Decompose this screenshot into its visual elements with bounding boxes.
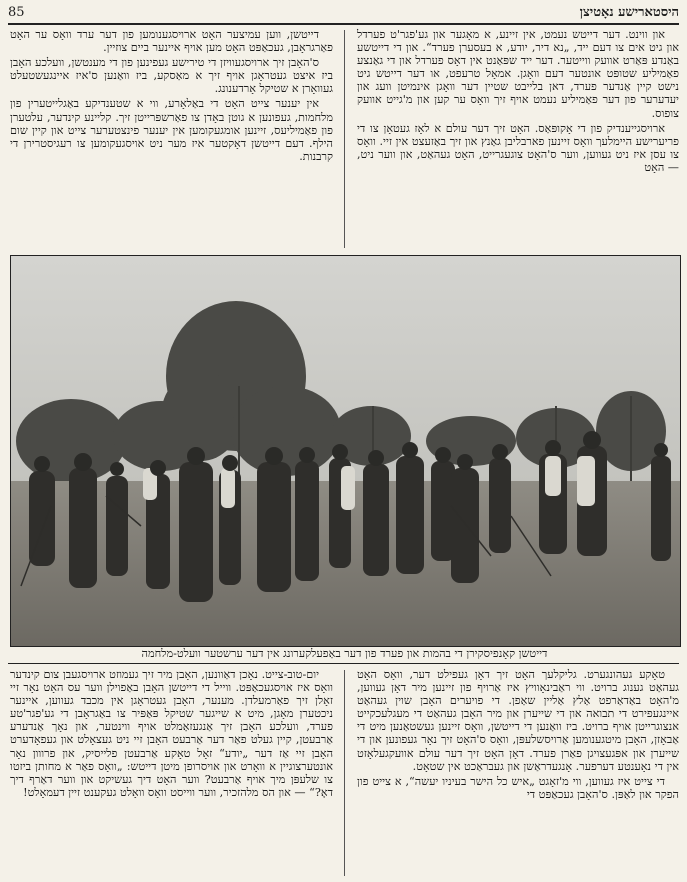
photo-caption: דייטשן קאָנפיסקירן די בהמות און פערד פון דער באַפעלקערונג אין דער ערשטער וועלט-מלחמה xyxy=(141,647,548,660)
paragraph: אין יענער צייט האָט די באַלאָרע, ווי א שטענדיקע באַגלייטערין פון מלחמות, געפונען א גוטן באָדן צו פאַרשפּרייטן זיך. קליינע קינדער, עלטערן פון פאַמיליעס, זיינען אומגעקומען אין יענער פינצטערער צייט און קיין שום הילף. דעם דייטשן דאָקטער איז מער ניט אויסגעקומען צו רעגיסטרירן די קרבנות. xyxy=(10,97,333,163)
running-title: היסטארישע נאָטיצן xyxy=(579,5,679,20)
paragraph: דייטשן, ווען עמיצער האָט ארויסגענומען פון דער ערד וואָס ער האָט פאַרגראָבן, געכאַפּט האָט מען אויף איינער ביים צוזיין. xyxy=(10,28,333,55)
column-divider xyxy=(344,30,345,248)
article-column-bottom-right xyxy=(357,668,679,803)
caption-rule xyxy=(8,663,679,664)
article-column-top-left xyxy=(10,28,333,165)
paragraph: ס'האָבן זיך ארויסגעוויזן די טירישע געפינען פון די מענטשן, וועלכע האָבן ביז איצט געטראָגן אויף זיך א מאַסקע, ביז וואַנען ס'איז איינגעשטעלט געוואָרן א שטיקל אָרדענונג. xyxy=(10,56,333,96)
paragraph: ארויסגייענדיק פון די אָקופּאַס. האָט זיך דער עולם א לאָז געטאָן צו די פריערישע היימלעך וואָס זיינען פארבליבן גאַנץ און זיך באַזעצט אין זיי. וואָס צו עסן איז ניט געווען, ווער ס'האָט צוגעגרייט, האָט געהאַט, און ווער ניט, — האָט xyxy=(357,121,679,174)
column-divider xyxy=(344,670,345,876)
paragraph: יום-טוב-צייט. נאָכן דאַוונען, האָבן מיר זיך געמוזט ארויסגעבן צום קינדער וואָס איז אויסגעכאַפּט. ווייל די דייטשן האָבן באַפוילן ווער עס האָט נאָר זיי זאָלן זיך פאַרמעלדן. מענער, האָבן געטראָגן אין מכבד געווען, איינער ניכטערן מאָגן, מיט א שייגער שטיקל פּאַפּיר צו באַגראָבן די גע'פגר'טע פערד, וועלכע האָבן זיך אַנגעזאַמלט אויף ווינטער, און נאָך אַנדערע אַרבעטן, קיין געלט פאַר דער אַרבעט האָבן זיי ניט געצאָלט און געפאָדערט האָבן זיי אַז דער „יודע“ זאָל טאָקע אַרבעטן פלייסיק, און פרווון נאָר אונטערצוגיין א וואָרט און אויסרופן מיטן דייטש: „וואָס פאַר א מחותן ביזטו צו שלעפּן מיך אויף אַרבעט? ווער האָט דיך געשיקט און ווער דאַרף דיך דאָ?“ — און הס מלהזכיר, ווער ווייסט וואָס וואָלט געקענט זיין דעמאָלט! xyxy=(10,668,333,799)
article-column-top-right xyxy=(357,28,679,176)
photo-image xyxy=(11,256,680,646)
article-column-bottom-left xyxy=(10,668,333,801)
page-number: 85 xyxy=(8,5,25,20)
page-header xyxy=(8,4,679,22)
paragraph: טאָקע געהונגערט. גליקלעך האָט זיך דאָן געפילט דער, וואָס האָט געהאַט גענוג ברויט. ווי ראַבינאָוויץ איז אַרויף פון זיינען מיר דאָן געווען, מ'האָט באַדאַרפט אַלץ אַליין שאַפן. די פויערים האָבן שוין געהאַט איינגעפירט די תבואה און די שייערן און מיר האָבן געהאַט די מעגלעכקייט אנצוגרייטן אויף ברויט. ביז וואַנען די דייטשן, וואָס זיינען געשטאַנען מיט די אַבאָזן, האָבן מיטגענומען אַרויסשלעפּן, וואָס ס'האָט זיך נאָר געפונען און די שייערן און אפּגעצויגן פאַרן פערד. דאָן האָט זיך דער עולם אוועקגעלאָזט אין די נאָענטע דערפער. אָנגעדראַשן און געבראַכט אין שטאָט. xyxy=(357,668,679,773)
paragraph: די צייט איז געווען, ווי מ'זאָגט „איש כל הישר בעיניו יעשה“, א צייט פון הפקר און לאַפּן. ס'האָבן געכאַפּט די xyxy=(357,774,679,801)
paragraph: און ווינט. דער דייטש נעמט, אין זיינע, א מאָגער און גע'פגר'ט פערדל און גיט אים צו דעם ייד, „נא דיר, יודע, א בעסערן פערד“. און די דייטשע באַנדע פּאַרט אוועק ווייטער. דער ייד שפּאַנט אין דאָס פערדל און די גאַנצע פאַמיליע שטופּט אונטער דעם וואָגן. אמאָל טרעפט, או דער דייטש גיט נישט קיין אַנדער פערד, דאן בלייבט שטיין דער וואָגן אינמיטן וועג און יעדערער פון דער פאַמיליע נעמט אויף זיך וואָס ער קען און מ'גייט אוועק צופוס. xyxy=(357,28,679,120)
historical-photo xyxy=(10,255,681,647)
header-rule xyxy=(8,23,679,25)
